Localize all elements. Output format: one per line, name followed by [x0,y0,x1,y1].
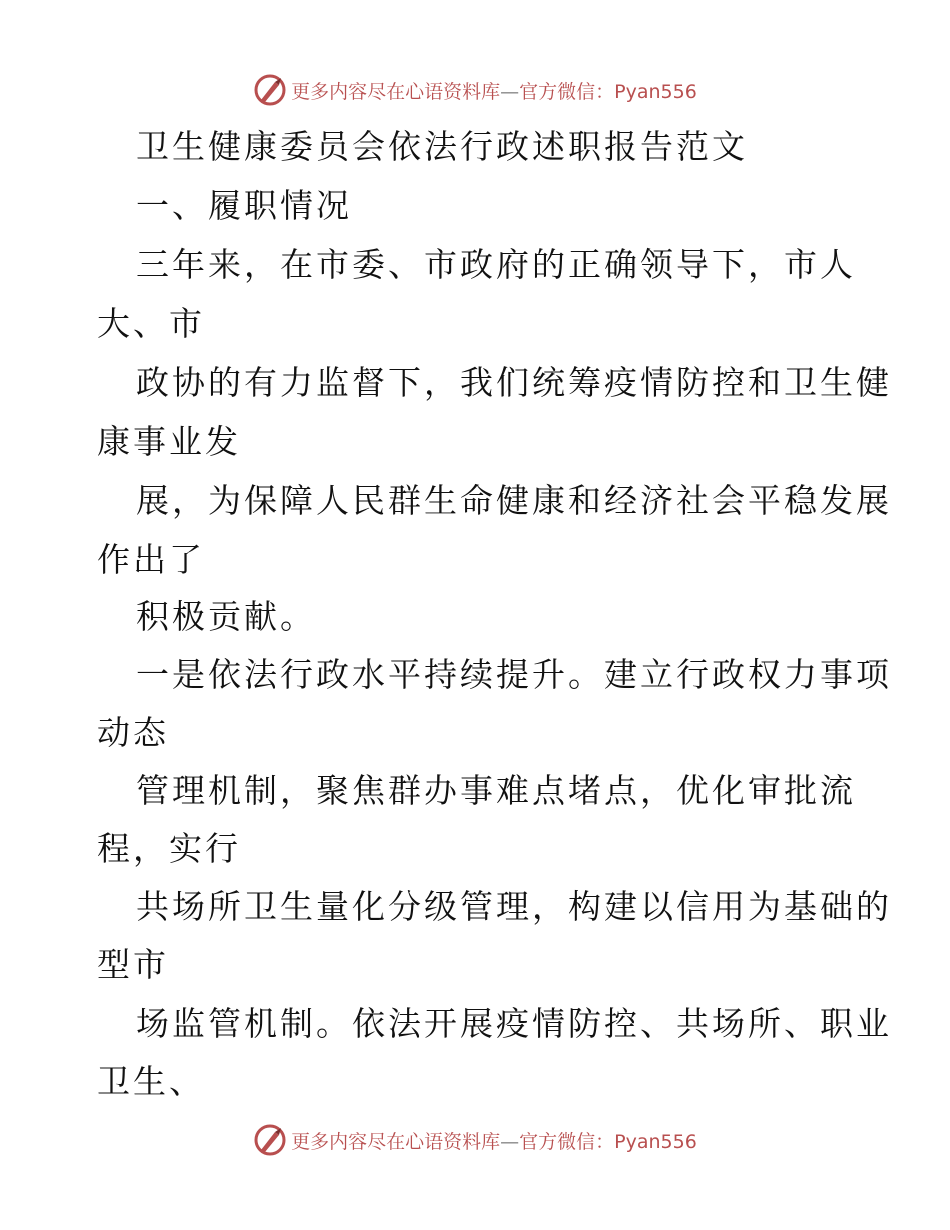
paragraph-line: 共场所卫生量化分级管理，构建以信用为基础的 [136,887,892,926]
watermark-text: 更多内容尽在心语资料库—官方微信：Pyan556 [291,1130,697,1153]
paragraph-line: 一是依法行政水平持续提升。建立行政权力事项 [136,655,892,694]
paragraph-line: 积极贡献。 [136,597,316,636]
header-watermark [0,70,950,110]
paragraph-line: 大、市 [97,304,205,343]
paragraph-line: 作出了 [97,540,205,579]
paragraph-line: 场监管机制。依法开展疫情防控、共场所、职业 [136,1004,892,1043]
paragraph-line: 三年来，在市委、市政府的正确领导下，市人 [136,245,856,284]
document-title: 卫生健康委员会依法行政述职报告范文 [136,127,748,166]
section-heading: 一、履职情况 [136,186,352,225]
paragraph-line: 卫生、 [97,1062,205,1101]
paragraph-line: 展，为保障人民群生命健康和经济社会平稳发展 [136,481,892,520]
footer-watermark [0,1120,950,1160]
paragraph-line: 型市 [97,945,169,984]
paragraph-line: 程，实行 [97,829,241,868]
quill-pen-logo-icon [253,1123,287,1157]
watermark-text: 更多内容尽在心语资料库—官方微信：Pyan556 [291,80,697,103]
paragraph-line: 管理机制，聚焦群办事难点堵点，优化审批流 [136,771,856,810]
paragraph-line: 康事业发 [97,422,241,461]
paragraph-line: 动态 [97,713,169,752]
paragraph-line: 政协的有力监督下，我们统筹疫情防控和卫生健 [136,363,892,402]
quill-pen-logo-icon [253,73,287,107]
